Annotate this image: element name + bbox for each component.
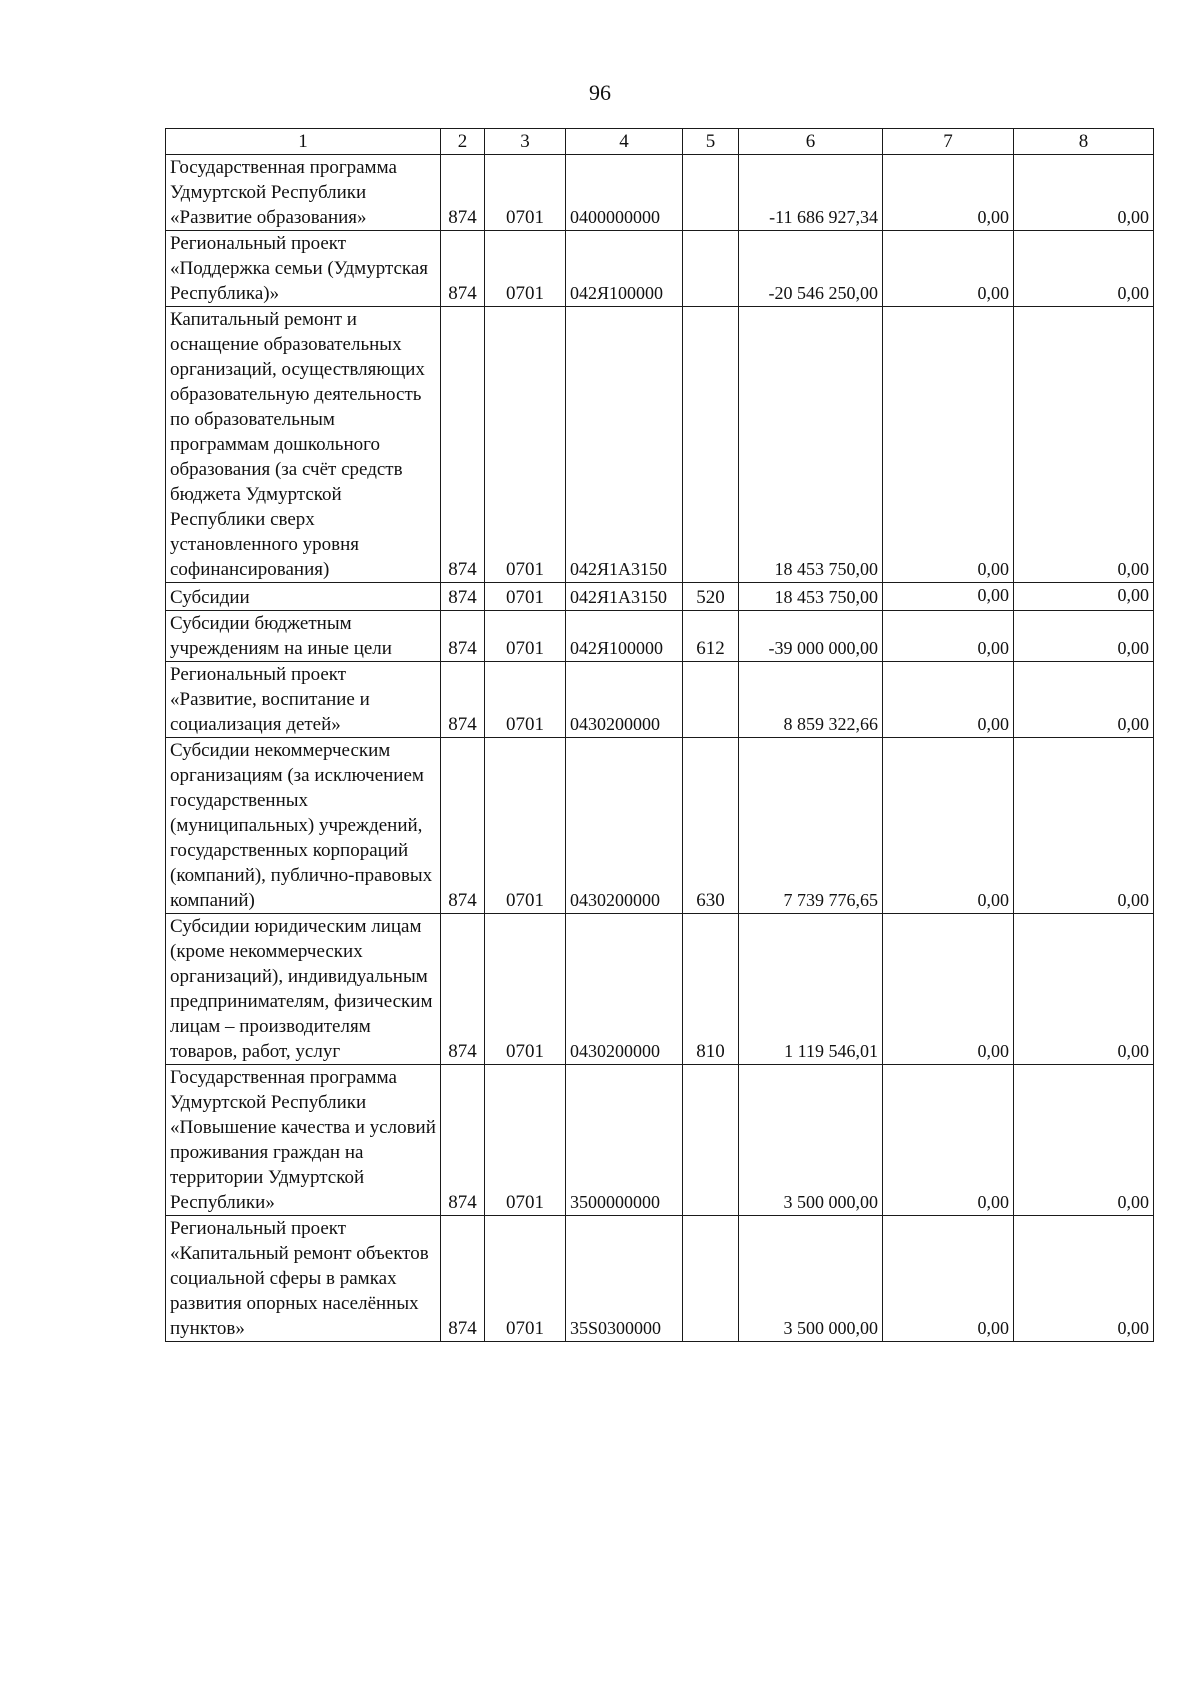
column-header: 4 (566, 129, 683, 155)
row-name: Субсидии (166, 583, 441, 611)
row-name: Региональный проект «Капитальный ремонт объектов социальной сферы в рамках развития опорных населённых пунктов» (166, 1216, 441, 1342)
table-row (166, 307, 1154, 583)
target-article-code: 3500000000 (566, 1065, 683, 1216)
section-code: 0701 (485, 611, 566, 662)
section-code: 0701 (485, 662, 566, 738)
amount-col6: 18 453 750,00 (739, 583, 883, 611)
expense-type-code: 810 (683, 914, 739, 1065)
ministry-code: 874 (441, 611, 485, 662)
amount-col8: 0,00 (1014, 1216, 1154, 1342)
ministry-code: 874 (441, 1065, 485, 1216)
expense-type-code: 612 (683, 611, 739, 662)
section-code: 0701 (485, 155, 566, 231)
section-code: 0701 (485, 914, 566, 1065)
row-name: Субсидии бюджетным учреждениям на иные цели (166, 611, 441, 662)
amount-col7: 0,00 (883, 155, 1014, 231)
table-row (166, 662, 1154, 738)
table-row (166, 914, 1154, 1065)
target-article-code: 042Я1А3150 (566, 307, 683, 583)
row-name: Капитальный ремонт и оснащение образовательных организаций, осуществляющих образовательную деятельность по образовательным программам дошкольного образования (за счёт средств бюджета Удмуртской Республики сверх установленного уровня софинансирования) (166, 307, 441, 583)
expense-type-code: 520 (683, 583, 739, 611)
row-name: Субсидии юридическим лицам (кроме некоммерческих организаций), индивидуальным предпринимателям, физическим лицам – производителям товаров, работ, услуг (166, 914, 441, 1065)
row-name: Государственная программа Удмуртской Республики «Повышение качества и условий проживания граждан на территории Удмуртской Республики» (166, 1065, 441, 1216)
expense-type-code (683, 1216, 739, 1342)
amount-col6: 18 453 750,00 (739, 307, 883, 583)
table-row (166, 611, 1154, 662)
expense-type-code (683, 307, 739, 583)
amount-col7: 0,00 (883, 1216, 1014, 1342)
row-name: Региональный проект «Поддержка семьи (Удмуртская Республика)» (166, 231, 441, 307)
ministry-code: 874 (441, 307, 485, 583)
amount-col7: 0,00 (883, 583, 1014, 611)
row-name: Государственная программа Удмуртской Республики «Развитие образования» (166, 155, 441, 231)
target-article-code: 0430200000 (566, 738, 683, 914)
amount-col7: 0,00 (883, 1065, 1014, 1216)
table-row (166, 155, 1154, 231)
expense-type-code: 630 (683, 738, 739, 914)
amount-col7: 0,00 (883, 914, 1014, 1065)
amount-col8: 0,00 (1014, 738, 1154, 914)
amount-col6: 3 500 000,00 (739, 1065, 883, 1216)
header-row (166, 129, 1154, 155)
ministry-code: 874 (441, 583, 485, 611)
ministry-code: 874 (441, 738, 485, 914)
target-article-code: 0400000000 (566, 155, 683, 231)
target-article-code: 35S0300000 (566, 1216, 683, 1342)
amount-col6: 7 739 776,65 (739, 738, 883, 914)
amount-col6: -11 686 927,34 (739, 155, 883, 231)
amount-col7: 0,00 (883, 738, 1014, 914)
amount-col8: 0,00 (1014, 155, 1154, 231)
expense-type-code (683, 155, 739, 231)
amount-col7: 0,00 (883, 307, 1014, 583)
section-code: 0701 (485, 583, 566, 611)
row-name: Субсидии некоммерческим организациям (за исключением государственных (муниципальных) учреждений, государственных корпораций (компаний), публично-правовых компаний) (166, 738, 441, 914)
amount-col6: -20 546 250,00 (739, 231, 883, 307)
column-header: 8 (1014, 129, 1154, 155)
amount-col7: 0,00 (883, 611, 1014, 662)
table-row (166, 1065, 1154, 1216)
section-code: 0701 (485, 1216, 566, 1342)
amount-col7: 0,00 (883, 662, 1014, 738)
target-article-code: 042Я100000 (566, 231, 683, 307)
target-article-code: 042Я1А3150 (566, 583, 683, 611)
section-code: 0701 (485, 307, 566, 583)
budget-table (165, 128, 1154, 1342)
target-article-code: 042Я100000 (566, 611, 683, 662)
amount-col7: 0,00 (883, 231, 1014, 307)
expense-type-code (683, 1065, 739, 1216)
column-header: 7 (883, 129, 1014, 155)
section-code: 0701 (485, 231, 566, 307)
amount-col8: 0,00 (1014, 583, 1154, 611)
amount-col6: 8 859 322,66 (739, 662, 883, 738)
ministry-code: 874 (441, 1216, 485, 1342)
amount-col8: 0,00 (1014, 231, 1154, 307)
page-number: 96 (589, 80, 611, 105)
section-code: 0701 (485, 1065, 566, 1216)
section-code: 0701 (485, 738, 566, 914)
column-header: 5 (683, 129, 739, 155)
row-name: Региональный проект «Развитие, воспитание и социализация детей» (166, 662, 441, 738)
amount-col8: 0,00 (1014, 307, 1154, 583)
table-row (166, 1216, 1154, 1342)
amount-col6: 3 500 000,00 (739, 1216, 883, 1342)
amount-col8: 0,00 (1014, 914, 1154, 1065)
expense-type-code (683, 662, 739, 738)
ministry-code: 874 (441, 662, 485, 738)
table-row (166, 583, 1154, 611)
table-row (166, 231, 1154, 307)
table-row (166, 738, 1154, 914)
column-header: 3 (485, 129, 566, 155)
expense-type-code (683, 231, 739, 307)
column-header: 2 (441, 129, 485, 155)
amount-col8: 0,00 (1014, 1065, 1154, 1216)
column-header: 1 (166, 129, 441, 155)
amount-col8: 0,00 (1014, 662, 1154, 738)
target-article-code: 0430200000 (566, 914, 683, 1065)
ministry-code: 874 (441, 231, 485, 307)
amount-col6: -39 000 000,00 (739, 611, 883, 662)
column-header: 6 (739, 129, 883, 155)
ministry-code: 874 (441, 914, 485, 1065)
amount-col8: 0,00 (1014, 611, 1154, 662)
target-article-code: 0430200000 (566, 662, 683, 738)
ministry-code: 874 (441, 155, 485, 231)
amount-col6: 1 119 546,01 (739, 914, 883, 1065)
